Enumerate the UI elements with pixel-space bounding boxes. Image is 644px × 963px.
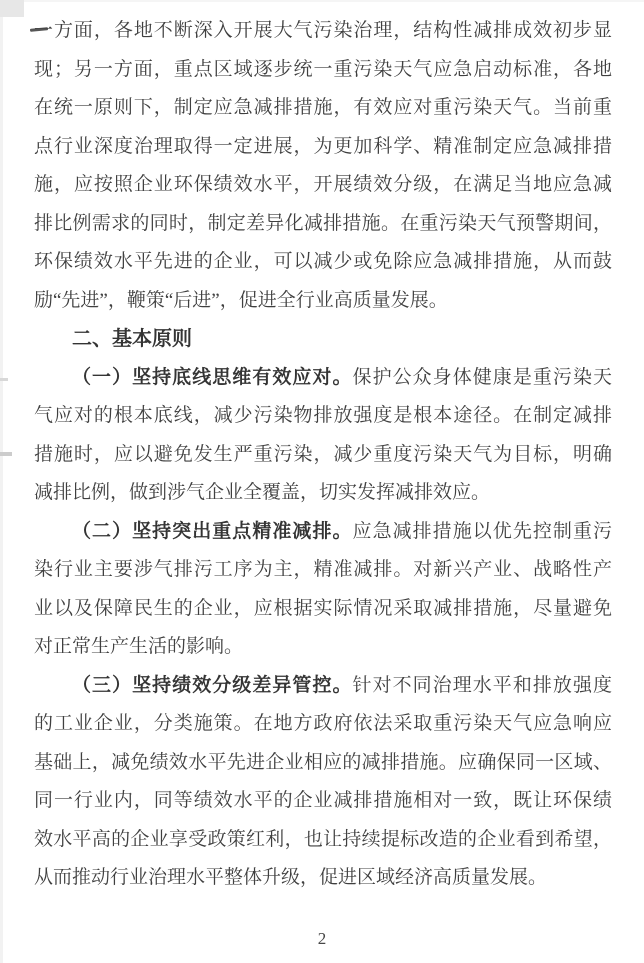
text-line-6: 排比例需求的同时，制定差异化减排措施。在重污染天气预警期间，	[34, 212, 612, 234]
text-line-7: 环保绩效水平先进的企业，可以减少或免除应急减排措施，从而鼓	[34, 251, 612, 272]
paragraph-lead-bold: （二）坚持突出重点精准减排。	[72, 520, 353, 542]
paragraph-lead-bold: （三）坚持绩效分级差异管控。	[72, 674, 353, 696]
text-line-1: 一方面，各地不断深入开展大气污染治理，结构性减排成效初步显	[34, 20, 612, 41]
text-line-17: 对正常生产生活的影响。	[34, 636, 244, 657]
text-line-15: 染行业主要涉气排污工序为主，精准减排。对新兴产业、战略性产	[34, 559, 612, 580]
text-line-11: 气应对的根本底线，减少污染物排放强度是根本途径。在制定减排	[34, 405, 612, 426]
text-line-22: 效水平高的企业享受政策红利，也让持续提标改造的企业看到希望，	[34, 828, 612, 850]
text-line-19: 的工业企业，分类施策。在地方政府依法采取重污染天气应急响应	[34, 713, 612, 734]
text-line-10: （一）坚持底线思维有效应对。保护公众身体健康是重污染天	[72, 366, 612, 388]
text-line-16: 业以及保障民生的企业，应根据实际情况采取减排措施，尽量避免	[34, 597, 612, 619]
text-line-2: 现；另一方面，重点区域逐步统一重污染天气应急启动标准，各地	[34, 58, 612, 80]
text-line-20: 基础上，减免绩效水平先进企业相应的减排措施。应确保同一区域、	[34, 751, 612, 773]
scan-edge-mark	[0, 378, 8, 381]
section-heading	[34, 320, 612, 359]
scan-edge-top	[0, 0, 644, 2]
scan-corner-smudge	[0, 0, 24, 17]
text-line-12: 措施时，应以避免发生严重污染，减少重度污染天气为目标，明确	[34, 443, 612, 465]
text-line-3: 在统一原则下，制定应急减排措施，有效应对重污染天气。当前重	[34, 97, 612, 118]
text-line-14: （二）坚持突出重点精准减排。应急减排措施以优先控制重污	[72, 520, 612, 542]
text-line-18: （三）坚持绩效分级差异管控。针对不同治理水平和排放强度	[72, 674, 612, 696]
text-line-5: 施，应按照企业环保绩效水平，开展绩效分级，在满足当地应急减	[34, 174, 612, 195]
scan-edge-left	[0, 0, 3, 963]
text-line-4: 点行业深度治理取得一定进展，为更加科学、精准制定应急减排措	[34, 135, 612, 157]
text-line-13: 减排比例，做到涉气企业全覆盖，切实发挥减排效应。	[34, 482, 491, 503]
text-line-8: 励“先进”，鞭策“后进”，促进全行业高质量发展。	[34, 289, 448, 311]
scan-edge-mark	[0, 452, 12, 456]
text-block	[34, 12, 612, 898]
page-number: 2	[317, 929, 327, 948]
text-line-21: 同一行业内，同等绩效水平的企业减排措施相对一致，既让环保绩	[34, 790, 612, 811]
text-line-23: 从而推动行业治理水平整体升级，促进区域经济高质量发展。	[34, 867, 548, 888]
section-heading-text: 二、基本原则	[72, 328, 192, 350]
paragraph-lead-bold: （一）坚持底线思维有效应对。	[72, 366, 353, 388]
